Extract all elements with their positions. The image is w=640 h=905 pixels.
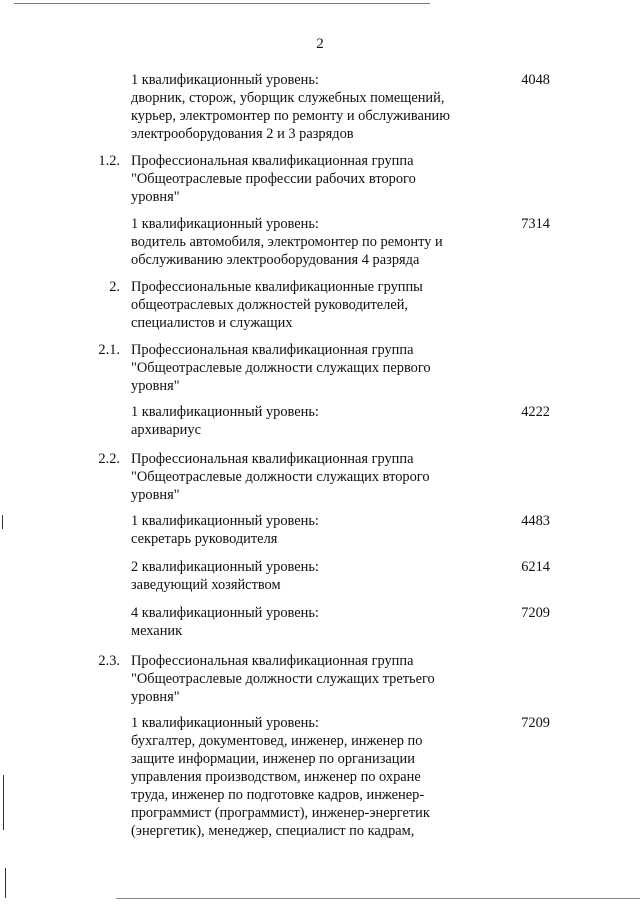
entry-text xyxy=(131,714,491,840)
entry-number: 2.2. xyxy=(98,451,120,467)
entry-number: 1.2. xyxy=(98,153,120,169)
entry-line: бухгалтер, документовед, инженер, инженер по xyxy=(131,733,423,749)
entry-line: специалистов и служащих xyxy=(131,315,293,331)
entry-line: водитель автомобиля, электромонтер по ремонту и xyxy=(131,234,443,250)
entry-line: Профессиональные квалификационные группы xyxy=(131,279,423,295)
entry-line: электрооборудования 2 и 3 разрядов xyxy=(131,126,354,142)
entry-line: механик xyxy=(131,623,183,639)
entry-text xyxy=(131,558,491,594)
scan-bottom-edge-line xyxy=(116,898,640,899)
entry-value: 7209 xyxy=(521,715,550,731)
entry-text xyxy=(131,152,491,206)
entry-value: 4483 xyxy=(521,513,550,529)
entry-line: заведующий хозяйством xyxy=(131,577,281,593)
entry-line: 1 квалификационный уровень: xyxy=(131,404,319,420)
entry-line: обслуживанию электрооборудования 4 разряда xyxy=(131,252,420,268)
entry-line: Профессиональная квалификационная группа xyxy=(131,342,414,358)
entry-number: 2. xyxy=(109,279,120,295)
entry-line: 1 квалификационный уровень: xyxy=(131,216,319,232)
entry-line: "Общеотраслевые должности служащих третьего xyxy=(131,671,435,687)
entry-value: 7209 xyxy=(521,605,550,621)
scan-top-edge-line xyxy=(14,3,430,4)
entry-line: защите информации, инженер по организации xyxy=(131,751,415,767)
entry-text xyxy=(131,604,491,640)
entry-text xyxy=(131,652,491,706)
entry-line: Профессиональная квалификационная группа xyxy=(131,153,414,169)
entry-text xyxy=(131,341,491,395)
entry-line: курьер, электромонтер по ремонту и обслуживанию xyxy=(131,108,451,124)
entry-line: Профессиональная квалификационная группа xyxy=(131,451,414,467)
entry-text xyxy=(131,215,491,269)
entry-text xyxy=(131,71,491,143)
entry-line: программист (программист), инженер-энергетик xyxy=(131,805,430,821)
entry-value: 4222 xyxy=(521,404,550,420)
entry-line: уровня" xyxy=(131,378,180,394)
entry-line: (энергетик), менеджер, специалист по кадрам, xyxy=(131,823,415,839)
entry-number: 2.3. xyxy=(98,653,120,669)
scan-margin-mark xyxy=(5,868,6,898)
entry-text xyxy=(131,278,491,332)
entry-line: общеотраслевых должностей руководителей, xyxy=(131,297,409,313)
entry-line: 1 квалификационный уровень: xyxy=(131,513,319,529)
entry-value: 4048 xyxy=(521,72,550,88)
entry-line: дворник, сторож, уборщик служебных помещений, xyxy=(131,90,445,106)
scan-margin-mark xyxy=(3,775,4,830)
entry-line: 4 квалификационный уровень: xyxy=(131,605,319,621)
entry-line: 1 квалификационный уровень: xyxy=(131,715,319,731)
entry-line: 1 квалификационный уровень: xyxy=(131,72,319,88)
entry-line: 2 квалификационный уровень: xyxy=(131,559,319,575)
entry-line: секретарь руководителя xyxy=(131,531,278,547)
entry-value: 6214 xyxy=(521,559,550,575)
entry-line: "Общеотраслевые профессии рабочих второго xyxy=(131,171,416,187)
entry-line: "Общеотраслевые должности служащих второго xyxy=(131,469,430,485)
entry-line: уровня" xyxy=(131,487,180,503)
entry-line: архивариус xyxy=(131,422,201,438)
entry-line: управления производством, инженер по охране xyxy=(131,769,421,785)
page-number: 2 xyxy=(316,36,324,52)
entry-line: Профессиональная квалификационная группа xyxy=(131,653,414,669)
entry-text xyxy=(131,512,491,548)
entry-line: труда, инженер по подготовке кадров, инженер- xyxy=(131,787,425,803)
entry-line: уровня" xyxy=(131,689,180,705)
entry-number: 2.1. xyxy=(98,342,120,358)
entry-text xyxy=(131,403,491,439)
entry-line: "Общеотраслевые должности служащих первого xyxy=(131,360,431,376)
scan-margin-mark xyxy=(2,515,3,529)
entry-value: 7314 xyxy=(521,216,550,232)
entry-line: уровня" xyxy=(131,189,180,205)
entry-text xyxy=(131,450,491,504)
